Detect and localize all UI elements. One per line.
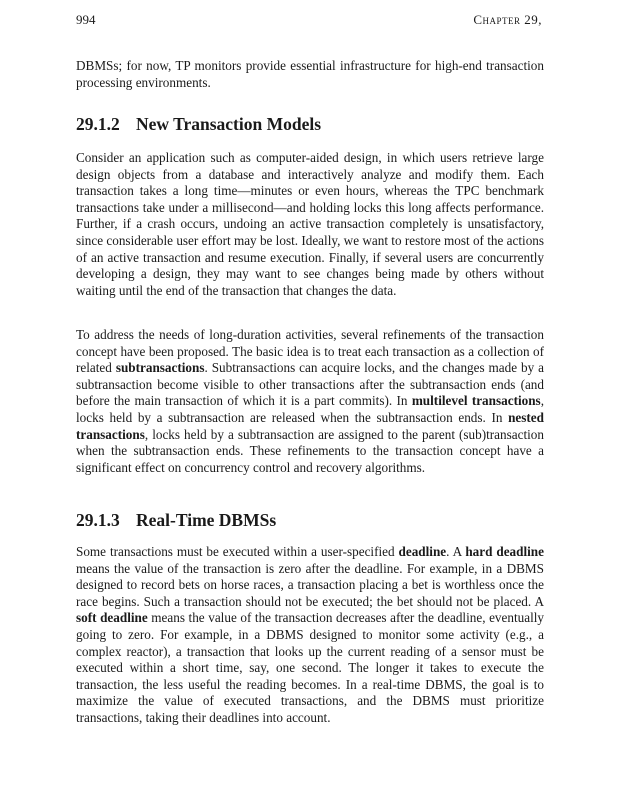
- section-number: 29.1.3: [76, 510, 120, 530]
- paragraph-intro: DBMSs; for now, TP monitors provide essential infrastructure for high-end transaction processing environments.: [76, 58, 544, 90]
- section-heading-real-time-dbmss: [76, 510, 276, 531]
- text-run: means the value of the transaction is zero after the deadline. For example, in a DBMS designed to record bets on horse races, a transaction placing a bet is worthless once the race begins. Such a transaction should not be executed; the bet should not be placed. A: [76, 560, 544, 609]
- section-heading-new-transaction-models: [76, 114, 321, 135]
- paragraph-deadlines: [76, 544, 544, 727]
- term-hard-deadline: hard deadline: [465, 544, 544, 559]
- paragraph-long-transactions: Consider an application such as computer-aided design, in which users retrieve large design objects from a database and interactively analyze and modify them. Each transaction takes a long time—minutes or even hours, whereas the TPC benchmark transactions take under a millisecond—and holding locks this long affects performance. Further, if a crash occurs, undoing an active transaction completely is unsatisfactory, since considerable user effort may be lost. Ideally, we want to restore most of the actions of an active transaction and resume execution. Finally, if several users are concurrently developing a design, they may want to see changes being made by others without waiting until the end of the transaction that changes the data.: [76, 150, 545, 298]
- text-run: . Subtransactions can acquire locks, and the changes made by a subtransaction become visible to other transactions after the subtransaction ends (and before the main transaction of which it is a part commits). In: [76, 360, 544, 409]
- term-nested-transactions: nested transactions: [76, 409, 544, 442]
- term-soft-deadline: soft deadline: [76, 610, 148, 626]
- text-run: . A: [446, 544, 466, 559]
- term-subtransactions: subtransactions: [115, 360, 205, 376]
- paragraph-subtransactions: [76, 327, 544, 476]
- chapter-label: Chapter 29,: [473, 12, 542, 27]
- term-deadline: deadline: [398, 544, 447, 559]
- text-run: , locks held by a subtransaction are released when the subtransaction ends. In: [76, 393, 544, 425]
- page-number: 994: [76, 12, 96, 27]
- section-title: Real-Time DBMSs: [136, 510, 277, 530]
- text-run: To address the needs of long-duration activities, several refinements of the transaction concept have been proposed. The basic idea is to treat each transaction as a collection of related: [76, 327, 544, 376]
- text-run: Some transactions must be executed within a user-specified: [76, 544, 399, 559]
- section-title: New Transaction Models: [136, 114, 322, 134]
- text-run: , locks held by a subtransaction are assigned to the parent (sub)transaction when the subtransaction ends. These refinements to the transaction concept have a significant effect on concurrency control and recovery algorithms.: [76, 426, 544, 475]
- text-run: means the value of the transaction decreases after the deadline, eventually going to zero. For example, in a DBMS designed to monitor some activity (e.g., a complex reactor), a transaction that looks up the current reading of a sensor must be executed within a short time, say, one second. The longer it takes to execute the transaction, the less useful the reading becomes. In a real-time DBMS, the goal is to maximize the value of executed transactions, and the DBMS must prioritize transactions, taking their deadlines into account.: [76, 610, 545, 725]
- running-head: [76, 12, 542, 32]
- term-multilevel-transactions: multilevel transactions: [411, 393, 541, 409]
- section-number: 29.1.2: [76, 114, 120, 134]
